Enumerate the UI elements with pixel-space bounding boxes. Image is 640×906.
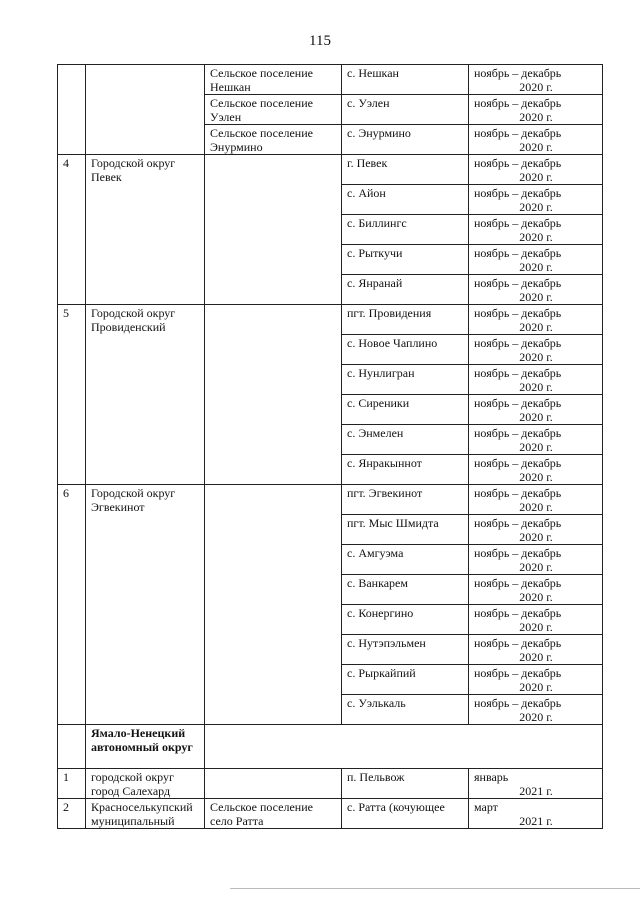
date-year: 2020 г.	[519, 410, 553, 424]
date-cell	[469, 95, 603, 125]
date-year: 2020 г.	[519, 590, 553, 604]
date-year: 2021 г.	[519, 784, 553, 798]
row-number: 6	[58, 485, 86, 725]
empty-cell	[205, 725, 603, 769]
date-cell	[469, 245, 603, 275]
locality-cell: с. Биллингс	[342, 215, 469, 245]
settlement-cell: Сельское поселение Уэлен	[205, 95, 342, 125]
date-year: 2020 г.	[519, 140, 553, 154]
table-row	[58, 769, 603, 799]
date-year: 2020 г.	[519, 200, 553, 214]
date-year: 2020 г.	[519, 710, 553, 724]
locality-cell: с. Уэлькаль	[342, 695, 469, 725]
date-year: 2020 г.	[519, 500, 553, 514]
locality-cell: пгт. Мыс Шмидта	[342, 515, 469, 545]
date-cell	[469, 215, 603, 245]
settlement-cell	[205, 155, 342, 305]
date-year: 2020 г.	[519, 80, 553, 94]
date-cell	[469, 515, 603, 545]
row-number: 2	[58, 799, 86, 829]
date-cell	[469, 275, 603, 305]
date-cell	[469, 365, 603, 395]
date-period: ноябрь – декабрь	[474, 426, 562, 440]
locality-cell: с. Энурмино	[342, 125, 469, 155]
date-cell	[469, 575, 603, 605]
locality-cell: с. Новое Чаплино	[342, 335, 469, 365]
row-number: 5	[58, 305, 86, 485]
date-year: 2020 г.	[519, 260, 553, 274]
municipality-cell: Городской округ Провиденский	[86, 305, 205, 485]
date-year: 2020 г.	[519, 560, 553, 574]
date-cell	[469, 185, 603, 215]
date-period: январь	[474, 770, 509, 784]
date-period: ноябрь – декабрь	[474, 276, 562, 290]
date-period: ноябрь – декабрь	[474, 246, 562, 260]
locality-cell: с. Нунлигран	[342, 365, 469, 395]
locality-cell: с. Рыркайпий	[342, 665, 469, 695]
settlement-cell: Сельское поселение Нешкан	[205, 65, 342, 95]
date-period: ноябрь – декабрь	[474, 546, 562, 560]
date-cell	[469, 125, 603, 155]
date-period: ноябрь – декабрь	[474, 366, 562, 380]
date-year: 2020 г.	[519, 440, 553, 454]
locality-cell: пгт. Эгвекинот	[342, 485, 469, 515]
date-year: 2020 г.	[519, 320, 553, 334]
table-row	[58, 485, 603, 515]
municipality-cell: Городской округ Певек	[86, 155, 205, 305]
locality-cell: с. Уэлен	[342, 95, 469, 125]
date-cell	[469, 665, 603, 695]
date-year: 2020 г.	[519, 380, 553, 394]
date-year: 2020 г.	[519, 650, 553, 664]
blank-strip	[230, 888, 640, 906]
date-year: 2020 г.	[519, 350, 553, 364]
schedule-table	[57, 64, 603, 829]
settlement-cell: Сельское поселение Энурмино	[205, 125, 342, 155]
date-year: 2020 г.	[519, 620, 553, 634]
locality-cell: с. Янранай	[342, 275, 469, 305]
table-row	[58, 305, 603, 335]
date-cell	[469, 65, 603, 95]
table-row	[58, 65, 603, 95]
settlement-cell: Сельское поселение село Ратта	[205, 799, 342, 829]
date-cell	[469, 695, 603, 725]
date-year: 2020 г.	[519, 680, 553, 694]
locality-cell: с. Сиреники	[342, 395, 469, 425]
date-period: ноябрь – декабрь	[474, 606, 562, 620]
date-cell	[469, 425, 603, 455]
table-row-region-header	[58, 725, 603, 769]
settlement-cell	[205, 305, 342, 485]
locality-cell: с. Амгуэма	[342, 545, 469, 575]
date-year: 2020 г.	[519, 170, 553, 184]
locality-cell: с. Ванкарем	[342, 575, 469, 605]
date-period: март	[474, 800, 498, 814]
municipality-cell: Красноселькупский муниципальный	[86, 799, 205, 829]
date-period: ноябрь – декабрь	[474, 576, 562, 590]
date-year: 2021 г.	[519, 814, 553, 828]
table-row	[58, 799, 603, 829]
date-year: 2020 г.	[519, 530, 553, 544]
date-period: ноябрь – декабрь	[474, 66, 562, 80]
date-year: 2020 г.	[519, 230, 553, 244]
settlement-cell	[205, 485, 342, 725]
locality-cell: с. Ратта (кочующее	[342, 799, 469, 829]
locality-cell: пгт. Провидения	[342, 305, 469, 335]
locality-cell: п. Пельвож	[342, 769, 469, 799]
row-number: 4	[58, 155, 86, 305]
date-period: ноябрь – декабрь	[474, 156, 562, 170]
locality-cell: с. Энмелен	[342, 425, 469, 455]
locality-cell: г. Певек	[342, 155, 469, 185]
municipality-cell: Городской округ Эгвекинот	[86, 485, 205, 725]
table-body	[58, 65, 603, 829]
locality-cell: с. Рыткучи	[342, 245, 469, 275]
date-cell	[469, 455, 603, 485]
date-cell	[469, 305, 603, 335]
settlement-cell	[205, 769, 342, 799]
date-cell	[469, 605, 603, 635]
date-period: ноябрь – декабрь	[474, 96, 562, 110]
date-period: ноябрь – декабрь	[474, 696, 562, 710]
row-number	[58, 725, 86, 769]
date-cell	[469, 485, 603, 515]
region-header: Ямало-Ненецкий автономный округ	[86, 725, 205, 769]
row-number	[58, 65, 86, 155]
date-cell	[469, 335, 603, 365]
date-cell	[469, 545, 603, 575]
date-period: ноябрь – декабрь	[474, 666, 562, 680]
page-number: 115	[309, 33, 331, 49]
date-year: 2020 г.	[519, 470, 553, 484]
date-period: ноябрь – декабрь	[474, 306, 562, 320]
row-number: 1	[58, 769, 86, 799]
locality-cell: с. Нутэпэльмен	[342, 635, 469, 665]
table-row	[58, 155, 603, 185]
date-cell	[469, 395, 603, 425]
date-cell	[469, 635, 603, 665]
date-year: 2020 г.	[519, 110, 553, 124]
municipality-cell	[86, 65, 205, 155]
date-period: ноябрь – декабрь	[474, 516, 562, 530]
municipality-cell: городской округ город Салехард	[86, 769, 205, 799]
locality-cell: с. Конергино	[342, 605, 469, 635]
date-cell	[469, 799, 603, 829]
locality-cell: с. Янракыннот	[342, 455, 469, 485]
locality-cell: с. Айон	[342, 185, 469, 215]
date-period: ноябрь – декабрь	[474, 336, 562, 350]
date-year: 2020 г.	[519, 290, 553, 304]
date-cell	[469, 769, 603, 799]
date-period: ноябрь – декабрь	[474, 186, 562, 200]
date-period: ноябрь – декабрь	[474, 486, 562, 500]
date-period: ноябрь – декабрь	[474, 636, 562, 650]
date-period: ноябрь – декабрь	[474, 126, 562, 140]
locality-cell: с. Нешкан	[342, 65, 469, 95]
date-period: ноябрь – декабрь	[474, 456, 562, 470]
date-cell	[469, 155, 603, 185]
date-period: ноябрь – декабрь	[474, 216, 562, 230]
date-period: ноябрь – декабрь	[474, 396, 562, 410]
